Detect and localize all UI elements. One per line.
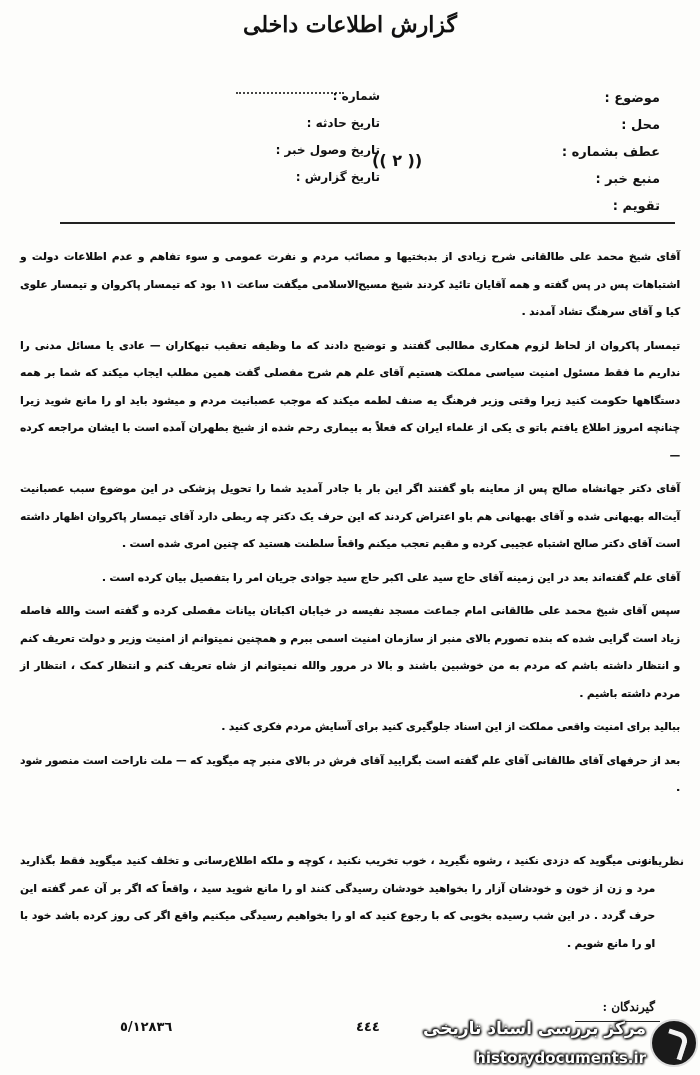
body-paragraph: سپس آقای شیخ محمد علی طالقانی امام جماعت مسجد نفیسه در خیابان اکباتان بیانات مفصلی کرده و گفته است والله فاصله زیاد است گرایی شده که بنده تصورم بالای منبر از سازمان امنیت اسمی ببرم و همچنین نمیتوانم از امنیت وزیر و دولت تعریف کنم و انتظار داشته باشم که مردم به من خوشبین باشند و بالا در مرور والله نمیتوانم از شاه تعریف کنم و انتظار کمک ، انتظار از مردم داشته باشیم . (20, 605, 680, 700)
body-paragraph: آقای علم گفته‌اند بعد در این زمینه آقای حاج سید علی اکبر حاج سید جوادی جریان امر را بتفصیل بیان کرده است . (101, 571, 680, 584)
body-paragraph: تیمسار پاکروان از لحاظ لزوم همکاری مطالبی گفتند و توضیح دادند که ما وظیفه تعقیب تبهکاران — عادی یا مسائل مدنی را نداریم ما فقط مسئول امنیت سیاسی مملکت هستیم آقای علم هم شرح مفصلی گفت همین مطلب ایجاب میکند که شما بر همه دستگاهها حکومت کنید زیرا وقتی وزیر فرهنگ یه صنف لطمه میکند که موجب عصبانیت مردم و میشود باید او را مانع شوید زیرا چنانچه امروز اطلاع یافتم باتو ی یکی از علماء ایران که فعلاً به بیماری رحم شده از شیخ بطهران آمده است با ایشان مراجعه کرده — (20, 339, 680, 462)
watermark-url: historydocuments.ir (475, 1049, 646, 1067)
comment-text: انونی میگوید که دزدی نکنید ، رشوه نگیرید ، خوب تخریب نکنید ، کوچه و ملکه اطلاع‌رسانی و تخلف کنید میگوید فقط بگذارید مرد و زن از خون و خودشان آزار را بخواهید خودشان رسیدگی کنند او را مانع شوید سید ، واقعاً که اگر بر آن عمر گفته این حرف گردد . در این شب رسیده بخوبی که با رجوع کنید که او را بخواهیم رسیدگی میکنیم واقع اگر کی روز کرده باشد خود با او را مانع شویم . (20, 855, 655, 950)
field-incident-date: تاریخ حادثه : (306, 116, 380, 130)
report-title: گزارش اطلاعات داخلی (243, 12, 457, 38)
field-evaluation: تقویم : (612, 199, 660, 214)
field-source: منبع خبر : (595, 172, 660, 187)
body-paragraph: بعد از حرفهای آقای طالقانی آقای علم گفته است بگرایید آقای فرش در بالای منبر چه میگوید که — ملت ناراحت است منصور شود . (20, 754, 680, 794)
recipients-label: گیرندگان : (602, 1000, 655, 1014)
body-paragraph: آقای دکتر جهانشاه صالح پس از معاینه باو گفتند اگر این بار با جادر آمدید شما را تحویل پزشکی در این موضوع سبب عصبانیت آیت‌اله بهبهانی شده و آقای بهبهانی هم باو اعتراض کردند که این حرف یک دکتر چه ربطی دارد آقای تیمسار پاکروان اظهار داشته است آقای دکتر صالح اشتباه عجیبی کرده و مقیم تعجب میکنم واقعاً سلطنت هستید که چنین امری شده است . (20, 483, 680, 550)
signature-mark: ٤٤٤ (356, 1020, 380, 1035)
header-right-fields (530, 85, 660, 220)
report-body (20, 244, 680, 829)
body-paragraph: ببالید برای امنیت واقعی مملکت از این اسناد جلوگیری کنید برای آسایش مردم فکری کنید . (221, 721, 680, 733)
watermark-persian: مرکز بررسی اسناد تاریخی (423, 1019, 646, 1039)
field-number: شماره : (332, 89, 380, 103)
field-location: محل : (621, 118, 660, 133)
archive-logo-icon (650, 1019, 698, 1067)
field-report-date: تاریخ گزارش : (295, 170, 380, 184)
field-reference: عطف بشماره : (561, 145, 660, 160)
comment-label: نظریه : (643, 855, 684, 868)
watermark (398, 1013, 700, 1075)
header-divider (60, 222, 675, 224)
field-received-date: تاریخ وصول خبر : (275, 143, 380, 157)
header-middle-fields (230, 83, 380, 191)
body-paragraph: آقای شیخ محمد علی طالقانی شرح زیادی از بدبختیها و مصائب مردم و نفرت عمومی و سوء تفاهم و عدم اطلاعات دولت و اشتباهات پس در پس گفته و همه آقایان تائید کردند شیخ مسیح‌الاسلامی میگفت ساعت ۱۱ بود که تیمسار پاکروان و تیمسار علوی کیا و آقای سرهنگ تشاد آمدند . (20, 251, 680, 318)
report-number: (( ۲ )) (372, 151, 423, 170)
document-reference: ٥/١٢٨٣٦ (120, 1020, 173, 1035)
field-subject: موضوع : (604, 91, 660, 106)
